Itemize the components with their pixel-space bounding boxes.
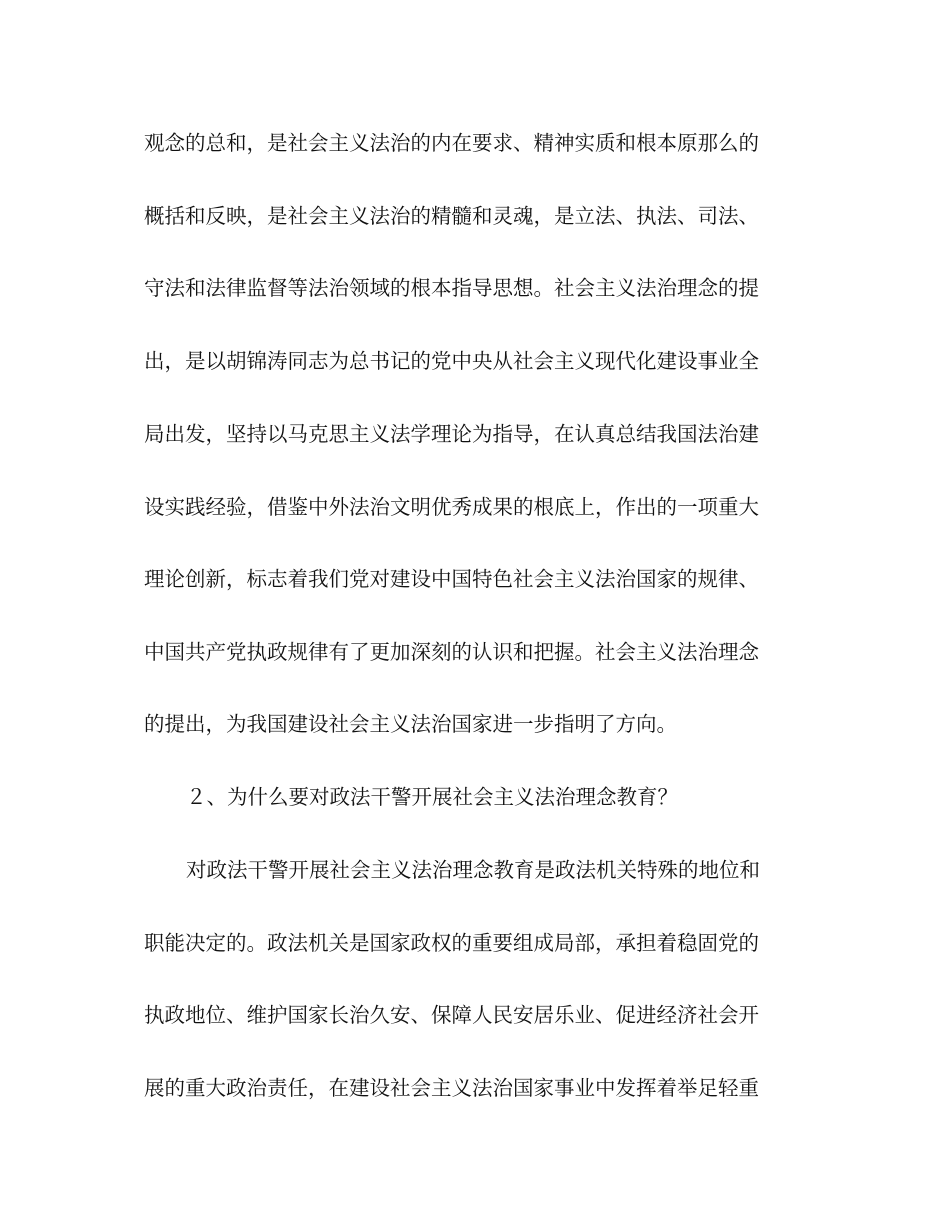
paragraph-line-13: 执政地位、维护国家长治久安、保障人民安居乐业、促进经济社会开 xyxy=(144,1003,759,1027)
paragraph-line-1: 观念的总和，是社会主义法治的内在要求、精神实质和根本原那么的 xyxy=(144,131,759,155)
paragraph-line-7: 理论创新，标志着我们党对建设中国特色社会主义法治国家的规律、 xyxy=(144,567,759,591)
paragraph-line-3: 守法和法律监督等法治领域的根本指导思想。社会主义法治理念的提 xyxy=(144,276,759,300)
paragraph-line-8: 中国共产党执政规律有了更加深刻的认识和把握。社会主义法治理念 xyxy=(144,640,759,664)
paragraph-line-2: 概括和反映，是社会主义法治的精髓和灵魂，是立法、执法、司法、 xyxy=(144,204,759,228)
paragraph-line-4: 出，是以胡锦涛同志为总书记的党中央从社会主义现代化建设事业全 xyxy=(144,349,759,373)
paragraph-line-5: 局出发，坚持以马克思主义法学理论为指导，在认真总结我国法治建 xyxy=(144,422,759,446)
paragraph-line-14: 展的重大政治责任，在建设社会主义法治国家事业中发挥着举足轻重 xyxy=(144,1076,759,1100)
section-heading: ２、为什么要对政法干警开展社会主义法治理念教育？ xyxy=(186,785,678,809)
paragraph-line-11: 对政法干警开展社会主义法治理念教育是政法机关特殊的地位和 xyxy=(186,858,760,882)
paragraph-line-9: 的提出，为我国建设社会主义法治国家进一步指明了方向。 xyxy=(144,712,677,736)
paragraph-line-12: 职能决定的。政法机关是国家政权的重要组成局部，承担着稳固党的 xyxy=(144,931,759,955)
paragraph-line-6: 设实践经验，借鉴中外法治文明优秀成果的根底上，作出的一项重大 xyxy=(144,495,759,519)
